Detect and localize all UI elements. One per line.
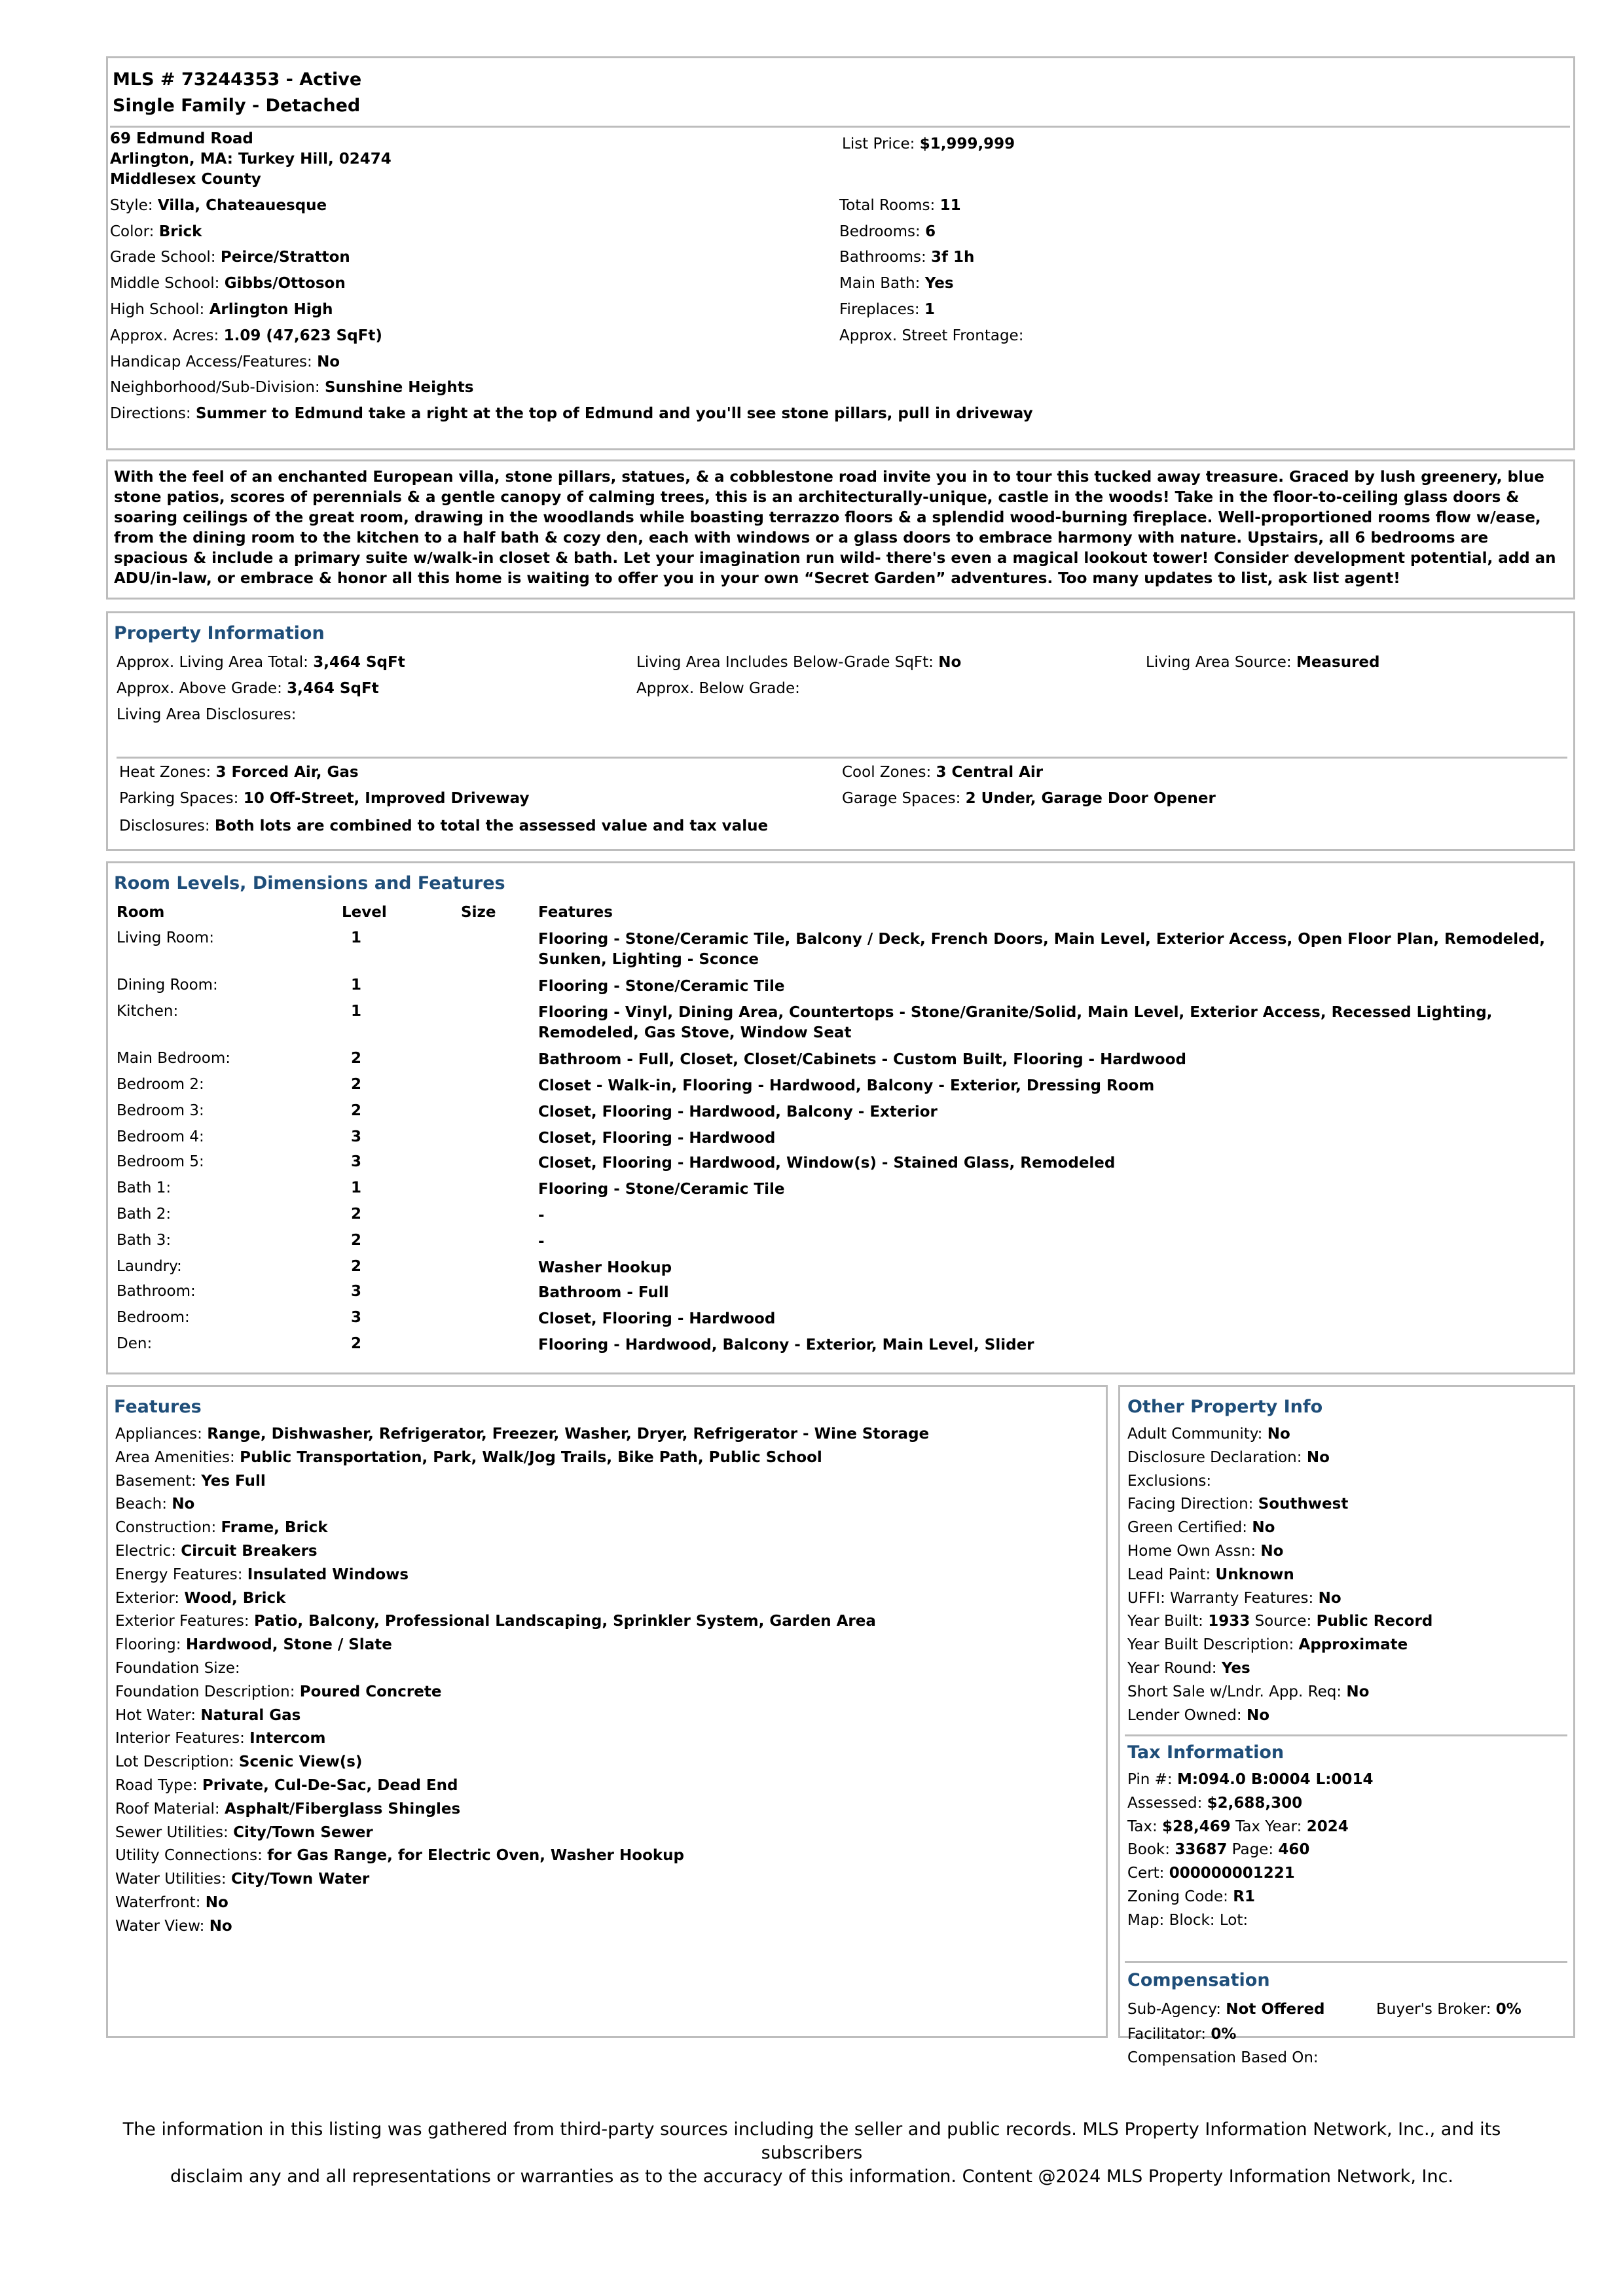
field-text: 3 bbox=[351, 1153, 362, 1170]
field-text: 3 Central Air bbox=[936, 764, 1044, 781]
field-text: 11 bbox=[939, 197, 961, 214]
field-text: Color: bbox=[110, 223, 159, 240]
disclaimer-footer bbox=[98, 2118, 1525, 2189]
disclaimer-line-2: disclaim any and all representations or warranties as to the accuracy of this information. Content @2024 MLS Property Information Network, Inc. bbox=[170, 2166, 1453, 2187]
field-text: Bathrooms: bbox=[839, 249, 932, 266]
field-text: Intercom bbox=[249, 1730, 326, 1748]
list-item bbox=[115, 1446, 929, 1470]
field-text: Construction: bbox=[115, 1519, 221, 1537]
field-text: 1 bbox=[351, 929, 362, 946]
field-text: Flooring - Stone/Ceramic Tile, Balcony / Deck, French Doors, Main Level, Exterior Access, Open Floor Plan, Remodeled, Sunken, Lighting - Sconce bbox=[538, 931, 1545, 968]
list-item bbox=[115, 1657, 929, 1681]
tax-info-title: Tax Information bbox=[1127, 1742, 1285, 1763]
field-text: 3f 1h bbox=[931, 249, 975, 266]
field-text: Bedrooms: bbox=[839, 223, 926, 240]
address-county: Middlesex County bbox=[110, 171, 261, 188]
field-text: 2024 bbox=[1306, 1818, 1349, 1835]
field-text: No bbox=[317, 353, 340, 370]
other-info-list bbox=[1127, 1423, 1432, 1727]
mls-number: MLS # 73244353 - Active bbox=[113, 69, 362, 90]
field-text: Den: bbox=[117, 1335, 153, 1352]
field-text: Bath 3: bbox=[117, 1232, 172, 1249]
field-text: 1933 bbox=[1208, 1613, 1250, 1630]
field-text: Sunshine Heights bbox=[324, 379, 474, 396]
field-text: Hot Water: bbox=[115, 1706, 201, 1724]
field-text: 2 bbox=[351, 1102, 362, 1119]
field-text: Peirce/Stratton bbox=[220, 249, 350, 266]
field-text: City/Town Water bbox=[230, 1871, 370, 1888]
list-item bbox=[1127, 1587, 1432, 1611]
fact-handicap bbox=[110, 351, 340, 372]
field-text: Flooring - Stone/Ceramic Tile bbox=[538, 1181, 785, 1198]
fact-middle-school bbox=[110, 273, 346, 294]
field-text: Facing Direction: bbox=[1127, 1496, 1258, 1513]
field-text: No bbox=[1306, 1448, 1330, 1466]
list-item bbox=[1127, 1470, 1432, 1494]
field-text: 2 Under, Garage Door Opener bbox=[965, 790, 1216, 807]
fact-bedrooms bbox=[839, 221, 936, 242]
field-text: Style: bbox=[110, 197, 158, 214]
field-text: Poured Concrete bbox=[299, 1683, 442, 1700]
field-text: Closet, Flooring - Hardwood, Balcony - Exterior bbox=[538, 1103, 938, 1121]
fact-directions bbox=[110, 403, 1033, 424]
field-text: 3 bbox=[351, 1309, 362, 1326]
fact-total-rooms bbox=[839, 195, 961, 216]
field-text: Laundry: bbox=[117, 1258, 182, 1275]
list-item bbox=[115, 1540, 929, 1564]
field-text: Compensation Based On: bbox=[1127, 2049, 1319, 2066]
compensation-based-on bbox=[1127, 2047, 1319, 2068]
list-item bbox=[1127, 1564, 1432, 1587]
field-text: Approx. Street Frontage: bbox=[839, 327, 1024, 344]
rooms-header-features: Features bbox=[538, 904, 613, 921]
field-text: Insulated Windows bbox=[247, 1566, 409, 1583]
field-text: Public Record bbox=[1316, 1613, 1433, 1630]
fact-fireplaces bbox=[839, 299, 935, 320]
cool-zones bbox=[842, 762, 1043, 783]
field-text: 1 bbox=[924, 301, 935, 318]
field-text: Not Offered bbox=[1226, 2001, 1325, 2018]
list-item bbox=[1127, 1704, 1432, 1728]
field-text: - bbox=[538, 1207, 545, 1224]
field-text: Yes bbox=[1221, 1659, 1250, 1677]
address-street: 69 Edmund Road bbox=[110, 130, 253, 147]
rooms-header-level: Level bbox=[342, 904, 387, 921]
field-text: $28,469 bbox=[1162, 1818, 1231, 1835]
field-text: Roof Material: bbox=[115, 1800, 225, 1818]
field-text: Asphalt/Fiberglass Shingles bbox=[225, 1800, 461, 1818]
list-item bbox=[115, 1587, 929, 1611]
living-area-total bbox=[117, 652, 405, 673]
field-text: City/Town Sewer bbox=[233, 1823, 373, 1841]
fact-grade-school bbox=[110, 247, 350, 268]
field-text: Year Built: bbox=[1127, 1613, 1209, 1630]
field-text: Parking Spaces: bbox=[119, 790, 244, 807]
field-text: No bbox=[1260, 1542, 1284, 1560]
field-text: 3 bbox=[351, 1283, 362, 1300]
rooms-header-size: Size bbox=[461, 904, 496, 921]
field-text: Natural Gas bbox=[200, 1706, 301, 1724]
field-text: Yes Full bbox=[201, 1472, 266, 1490]
field-text: Closet - Walk-in, Flooring - Hardwood, Balcony - Exterior, Dressing Room bbox=[538, 1077, 1155, 1094]
field-text: Foundation Description: bbox=[115, 1683, 300, 1700]
tax-divider bbox=[1125, 1734, 1567, 1736]
field-text: Electric: bbox=[115, 1542, 181, 1560]
field-text: Page: bbox=[1227, 1841, 1279, 1859]
field-text: Cert: bbox=[1127, 1865, 1169, 1882]
field-text: Arlington High bbox=[209, 301, 333, 318]
list-item bbox=[115, 1493, 929, 1516]
field-text: 2 bbox=[351, 1050, 362, 1067]
field-text: Area Amenities: bbox=[115, 1448, 240, 1466]
disclosures bbox=[119, 816, 768, 836]
field-text: Beach: bbox=[115, 1496, 172, 1513]
field-text: Adult Community: bbox=[1127, 1426, 1267, 1443]
field-text: 0% bbox=[1495, 2001, 1522, 2018]
field-text: Directions: bbox=[110, 405, 196, 422]
property-info-divider bbox=[117, 757, 1567, 759]
field-text: Measured bbox=[1296, 654, 1380, 671]
field-text: Bedroom 3: bbox=[117, 1102, 204, 1119]
field-text: Map: Block: Lot: bbox=[1127, 1911, 1249, 1929]
field-text: Interior Features: bbox=[115, 1730, 250, 1748]
compensation-divider bbox=[1125, 1961, 1567, 1963]
field-text: Summer to Edmund take a right at the top of Edmund and you'll see stone pillars, pull in driveway bbox=[195, 405, 1033, 422]
list-item bbox=[1127, 1862, 1373, 1886]
field-text: 3 bbox=[351, 1128, 362, 1145]
fact-high-school bbox=[110, 299, 333, 320]
field-text: $1,999,999 bbox=[919, 135, 1015, 152]
field-text: 000000001221 bbox=[1169, 1865, 1295, 1882]
field-text: Bedroom: bbox=[117, 1309, 190, 1326]
list-item bbox=[115, 1634, 929, 1657]
list-item bbox=[1127, 1610, 1432, 1634]
field-text: Short Sale w/Lndr. App. Req: bbox=[1127, 1683, 1347, 1700]
field-text: Bedroom 5: bbox=[117, 1153, 204, 1170]
field-text: No bbox=[1246, 1706, 1270, 1724]
field-text: 3 Forced Air, Gas bbox=[215, 764, 359, 781]
list-item bbox=[1127, 1681, 1432, 1704]
field-text: Approx. Above Grade: bbox=[117, 680, 287, 697]
field-text: 460 bbox=[1278, 1841, 1310, 1859]
field-text: Water Utilities: bbox=[115, 1871, 231, 1888]
list-item bbox=[1127, 1839, 1373, 1862]
field-text: 1 bbox=[351, 1179, 362, 1196]
field-text: Southwest bbox=[1258, 1496, 1349, 1513]
sub-agency bbox=[1127, 1999, 1325, 2020]
field-text: Home Own Assn: bbox=[1127, 1542, 1261, 1560]
list-item bbox=[1127, 1909, 1373, 1933]
field-text: Bath 2: bbox=[117, 1206, 172, 1223]
address-city: Arlington, MA: Turkey Hill, 02474 bbox=[110, 151, 392, 168]
list-item bbox=[115, 1681, 929, 1704]
field-text: No bbox=[1252, 1519, 1275, 1537]
field-text: Disclosures: bbox=[119, 817, 215, 834]
field-text: No bbox=[938, 654, 962, 671]
field-text: Flooring - Stone/Ceramic Tile bbox=[538, 978, 785, 995]
living-area-source bbox=[1146, 652, 1379, 673]
list-item bbox=[1127, 1516, 1432, 1540]
field-text: Assessed: bbox=[1127, 1794, 1207, 1812]
list-item bbox=[115, 1751, 929, 1774]
field-text: Grade School: bbox=[110, 249, 221, 266]
field-text: Water View: bbox=[115, 1917, 210, 1935]
field-text: Total Rooms: bbox=[839, 197, 940, 214]
field-text: Heat Zones: bbox=[119, 764, 216, 781]
list-item bbox=[115, 1470, 929, 1494]
features-list bbox=[115, 1423, 929, 1939]
fact-style bbox=[110, 195, 327, 216]
field-text: Living Area Source: bbox=[1146, 654, 1296, 671]
field-text: Year Round: bbox=[1127, 1659, 1222, 1677]
field-text: No bbox=[1267, 1426, 1290, 1443]
field-text: Neighborhood/Sub-Division: bbox=[110, 379, 325, 396]
list-item bbox=[1127, 1768, 1373, 1792]
field-text: Living Area Includes Below-Grade SqFt: bbox=[636, 654, 939, 671]
field-text: Book: bbox=[1127, 1841, 1175, 1859]
field-text: Facilitator: bbox=[1127, 2026, 1211, 2043]
field-text: Bathroom - Full bbox=[538, 1284, 669, 1301]
list-price bbox=[842, 134, 1015, 154]
property-info-title: Property Information bbox=[114, 623, 325, 643]
fact-main-bath bbox=[839, 273, 954, 294]
property-type: Single Family - Detached bbox=[113, 96, 361, 116]
field-text: for Gas Range, for Electric Oven, Washer Hookup bbox=[267, 1847, 685, 1865]
field-text: Circuit Breakers bbox=[181, 1542, 318, 1560]
list-item bbox=[115, 1564, 929, 1587]
field-text: Sub-Agency: bbox=[1127, 2001, 1226, 2018]
field-text: Closet, Flooring - Hardwood bbox=[538, 1310, 776, 1327]
field-text: Bath 1: bbox=[117, 1179, 172, 1196]
field-text: 2 bbox=[351, 1076, 362, 1093]
field-text: Lot Description: bbox=[115, 1753, 239, 1771]
list-item bbox=[1127, 1657, 1432, 1681]
field-text: 2 bbox=[351, 1258, 362, 1275]
field-text: Yes bbox=[924, 275, 954, 292]
fact-bathrooms bbox=[839, 247, 974, 268]
list-item bbox=[115, 1704, 929, 1728]
field-text: Road Type: bbox=[115, 1776, 202, 1794]
field-text: Closet, Flooring - Hardwood, Window(s) - Stained Glass, Remodeled bbox=[538, 1155, 1116, 1172]
list-item bbox=[115, 1844, 929, 1868]
field-text: $2,688,300 bbox=[1207, 1794, 1303, 1812]
field-text: No bbox=[1346, 1683, 1370, 1700]
field-text: Living Room: bbox=[117, 929, 214, 946]
list-item bbox=[1127, 1540, 1432, 1564]
field-text: Exterior: bbox=[115, 1589, 185, 1607]
remarks-text: With the feel of an enchanted European villa, stone pillars, statues, & a cobblestone road invite you in to tour this tucked away treasure. Graced by lush greenery, blue stone patios, scores of perennials & a gentle canopy of calming trees, this is an architecturally-unique, castle in the woods! Take in the floor-to-ceiling glass doors & soaring ceilings of the great room, drawing in the woodlands while boasting terrazzo floors & a splendid wood-burning fireplace. Well-proportioned rooms flow w/ease, from the dining room to the kitchen to a half bath & cozy den, each with windows or a glass doors to embrace harmony with nature. Upstairs, all 6 bedrooms are spacious & include a primary suite w/walk-in closet & bath. Let your imagination run wild- there's even a magical lookout tower! Consider development potential, add an ADU/in-law, or embrace & honor all this home is waiting to offer you in your own “Secret Garden” adventures. Too many updates to list, ask list agent! bbox=[114, 469, 1556, 587]
field-text: Closet, Flooring - Hardwood bbox=[538, 1130, 776, 1147]
field-text: 0% bbox=[1211, 2026, 1237, 2043]
field-text: Energy Features: bbox=[115, 1566, 247, 1583]
field-text: No bbox=[205, 1893, 228, 1911]
field-text: Waterfront: bbox=[115, 1893, 206, 1911]
list-item bbox=[1127, 1886, 1373, 1909]
field-text: Public Transportation, Park, Walk/Jog Trails, Bike Path, Public School bbox=[240, 1448, 822, 1466]
field-text: - bbox=[538, 1233, 545, 1250]
list-item bbox=[115, 1774, 929, 1798]
field-text: Main Bedroom: bbox=[117, 1050, 230, 1067]
fact-street-frontage bbox=[839, 325, 1023, 346]
field-text: List Price: bbox=[842, 135, 920, 152]
field-text: Garage Spaces: bbox=[842, 790, 966, 807]
field-text: Bedroom 4: bbox=[117, 1128, 204, 1145]
field-text: Zoning Code: bbox=[1127, 1888, 1233, 1905]
heat-zones bbox=[119, 762, 359, 783]
field-text: Lender Owned: bbox=[1127, 1706, 1247, 1724]
field-text: Tax: bbox=[1127, 1818, 1163, 1835]
field-text: Bathroom: bbox=[117, 1283, 196, 1300]
list-item bbox=[115, 1727, 929, 1751]
field-text: Flooring - Vinyl, Dining Area, Countertops - Stone/Granite/Solid, Main Level, Exterior Access, Recessed Lighting, Remodeled, Gas Stove, Window Seat bbox=[538, 1004, 1493, 1041]
field-text: Main Bath: bbox=[839, 275, 925, 292]
field-text: R1 bbox=[1233, 1888, 1255, 1905]
list-item bbox=[115, 1516, 929, 1540]
field-text: 2 bbox=[351, 1335, 362, 1352]
field-text: Gibbs/Ottoson bbox=[224, 275, 346, 292]
field-text: Exclusions: bbox=[1127, 1472, 1212, 1490]
field-text: 2 bbox=[351, 1206, 362, 1223]
field-text: Approx. Acres: bbox=[110, 327, 224, 344]
field-text: 3,464 SqFt bbox=[313, 654, 405, 671]
field-text: Utility Connections: bbox=[115, 1847, 268, 1865]
field-text: Buyer's Broker: bbox=[1376, 2001, 1496, 2018]
field-text: Flooring: bbox=[115, 1636, 186, 1654]
field-text: No bbox=[1318, 1589, 1341, 1607]
field-text: Foundation Size: bbox=[115, 1659, 240, 1677]
field-text: Living Area Disclosures: bbox=[117, 706, 297, 723]
field-text: Middle School: bbox=[110, 275, 225, 292]
field-text: Lead Paint: bbox=[1127, 1566, 1216, 1583]
fact-acres bbox=[110, 325, 382, 346]
field-text: Fireplaces: bbox=[839, 301, 924, 318]
list-item bbox=[115, 1915, 929, 1939]
field-text: 1.09 (47,623 SqFt) bbox=[223, 327, 382, 344]
field-text: Bathroom - Full, Closet, Closet/Cabinets - Custom Built, Flooring - Hardwood bbox=[538, 1051, 1186, 1068]
field-text: Approx. Living Area Total: bbox=[117, 654, 314, 671]
buyers-broker bbox=[1376, 1999, 1522, 2020]
field-text: Cool Zones: bbox=[842, 764, 936, 781]
field-text: 10 Off-Street, Improved Driveway bbox=[243, 790, 530, 807]
field-text: 2 bbox=[351, 1232, 362, 1249]
field-text: Bedroom 2: bbox=[117, 1076, 204, 1093]
list-item bbox=[1127, 1792, 1373, 1816]
fact-color bbox=[110, 221, 202, 242]
field-text: 3,464 SqFt bbox=[287, 680, 379, 697]
above-grade bbox=[117, 678, 379, 699]
field-text: Wood, Brick bbox=[184, 1589, 286, 1607]
field-text: Dining Room: bbox=[117, 977, 218, 994]
field-text: Handicap Access/Features: bbox=[110, 353, 318, 370]
field-text: Kitchen: bbox=[117, 1003, 179, 1020]
list-item bbox=[1127, 1423, 1432, 1446]
field-text: Brick bbox=[158, 223, 202, 240]
field-text: Range, Dishwasher, Refrigerator, Freezer, Washer, Dryer, Refrigerator - Wine Storage bbox=[207, 1426, 930, 1443]
compensation-title: Compensation bbox=[1127, 1970, 1270, 1990]
field-text: Approx. Below Grade: bbox=[636, 680, 800, 697]
includes-below-grade bbox=[636, 652, 961, 673]
other-info-title: Other Property Info bbox=[1127, 1397, 1323, 1417]
parking-spaces bbox=[119, 788, 529, 809]
list-item bbox=[115, 1610, 929, 1634]
field-text: High School: bbox=[110, 301, 210, 318]
disclaimer-line-1: The information in this listing was gathered from third-party sources including the seller and public records. MLS Property Information Network, Inc., and its subscribers bbox=[122, 2119, 1501, 2163]
field-text: Appliances: bbox=[115, 1426, 208, 1443]
field-text: Scenic View(s) bbox=[238, 1753, 363, 1771]
field-text: UFFI: Warranty Features: bbox=[1127, 1589, 1319, 1607]
rooms-title: Room Levels, Dimensions and Features bbox=[114, 873, 505, 893]
field-text: M:094.0 B:0004 L:0014 bbox=[1176, 1771, 1374, 1788]
list-item bbox=[115, 1423, 929, 1446]
field-text: Disclosure Declaration: bbox=[1127, 1448, 1307, 1466]
list-item bbox=[1127, 1446, 1432, 1470]
garage-spaces bbox=[842, 788, 1216, 809]
features-title: Features bbox=[114, 1397, 202, 1417]
list-item bbox=[1127, 1634, 1432, 1657]
list-item bbox=[115, 1868, 929, 1892]
fact-neighborhood bbox=[110, 377, 473, 398]
field-text: Tax Year: bbox=[1230, 1818, 1307, 1835]
list-item bbox=[1127, 1493, 1432, 1516]
field-text: 6 bbox=[925, 223, 936, 240]
field-text: No bbox=[172, 1496, 195, 1513]
field-text: Green Certified: bbox=[1127, 1519, 1252, 1537]
tax-info-list bbox=[1127, 1768, 1373, 1933]
field-text: Basement: bbox=[115, 1472, 202, 1490]
header-divider bbox=[110, 126, 1570, 128]
field-text: Hardwood, Stone / Slate bbox=[185, 1636, 392, 1654]
list-item bbox=[115, 1798, 929, 1821]
list-item bbox=[1127, 1816, 1373, 1839]
field-text: 1 bbox=[351, 977, 362, 994]
field-text: Unknown bbox=[1215, 1566, 1294, 1583]
field-text: Year Built Description: bbox=[1127, 1636, 1299, 1654]
field-text: Approximate bbox=[1298, 1636, 1408, 1654]
list-item bbox=[115, 1892, 929, 1915]
below-grade bbox=[636, 678, 800, 699]
field-text: 33687 bbox=[1175, 1841, 1228, 1859]
field-text: No bbox=[209, 1917, 232, 1935]
field-text: Villa, Chateauesque bbox=[157, 197, 327, 214]
list-item bbox=[115, 1821, 929, 1845]
facilitator bbox=[1127, 2024, 1236, 2045]
field-text: Pin #: bbox=[1127, 1771, 1177, 1788]
field-text: Exterior Features: bbox=[115, 1613, 254, 1630]
living-area-disclosures bbox=[117, 704, 297, 725]
rooms-header-room: Room bbox=[117, 904, 165, 921]
field-text: Flooring - Hardwood, Balcony - Exterior, Main Level, Slider bbox=[538, 1336, 1034, 1354]
field-text: Frame, Brick bbox=[221, 1519, 328, 1537]
field-text: Patio, Balcony, Professional Landscaping, Sprinkler System, Garden Area bbox=[253, 1613, 876, 1630]
field-text: Both lots are combined to total the assessed value and tax value bbox=[214, 817, 769, 834]
field-text: Sewer Utilities: bbox=[115, 1823, 234, 1841]
field-text: Washer Hookup bbox=[538, 1259, 672, 1276]
field-text: Source: bbox=[1250, 1613, 1317, 1630]
field-text: Private, Cul-De-Sac, Dead End bbox=[202, 1776, 458, 1794]
field-text: 1 bbox=[351, 1003, 362, 1020]
